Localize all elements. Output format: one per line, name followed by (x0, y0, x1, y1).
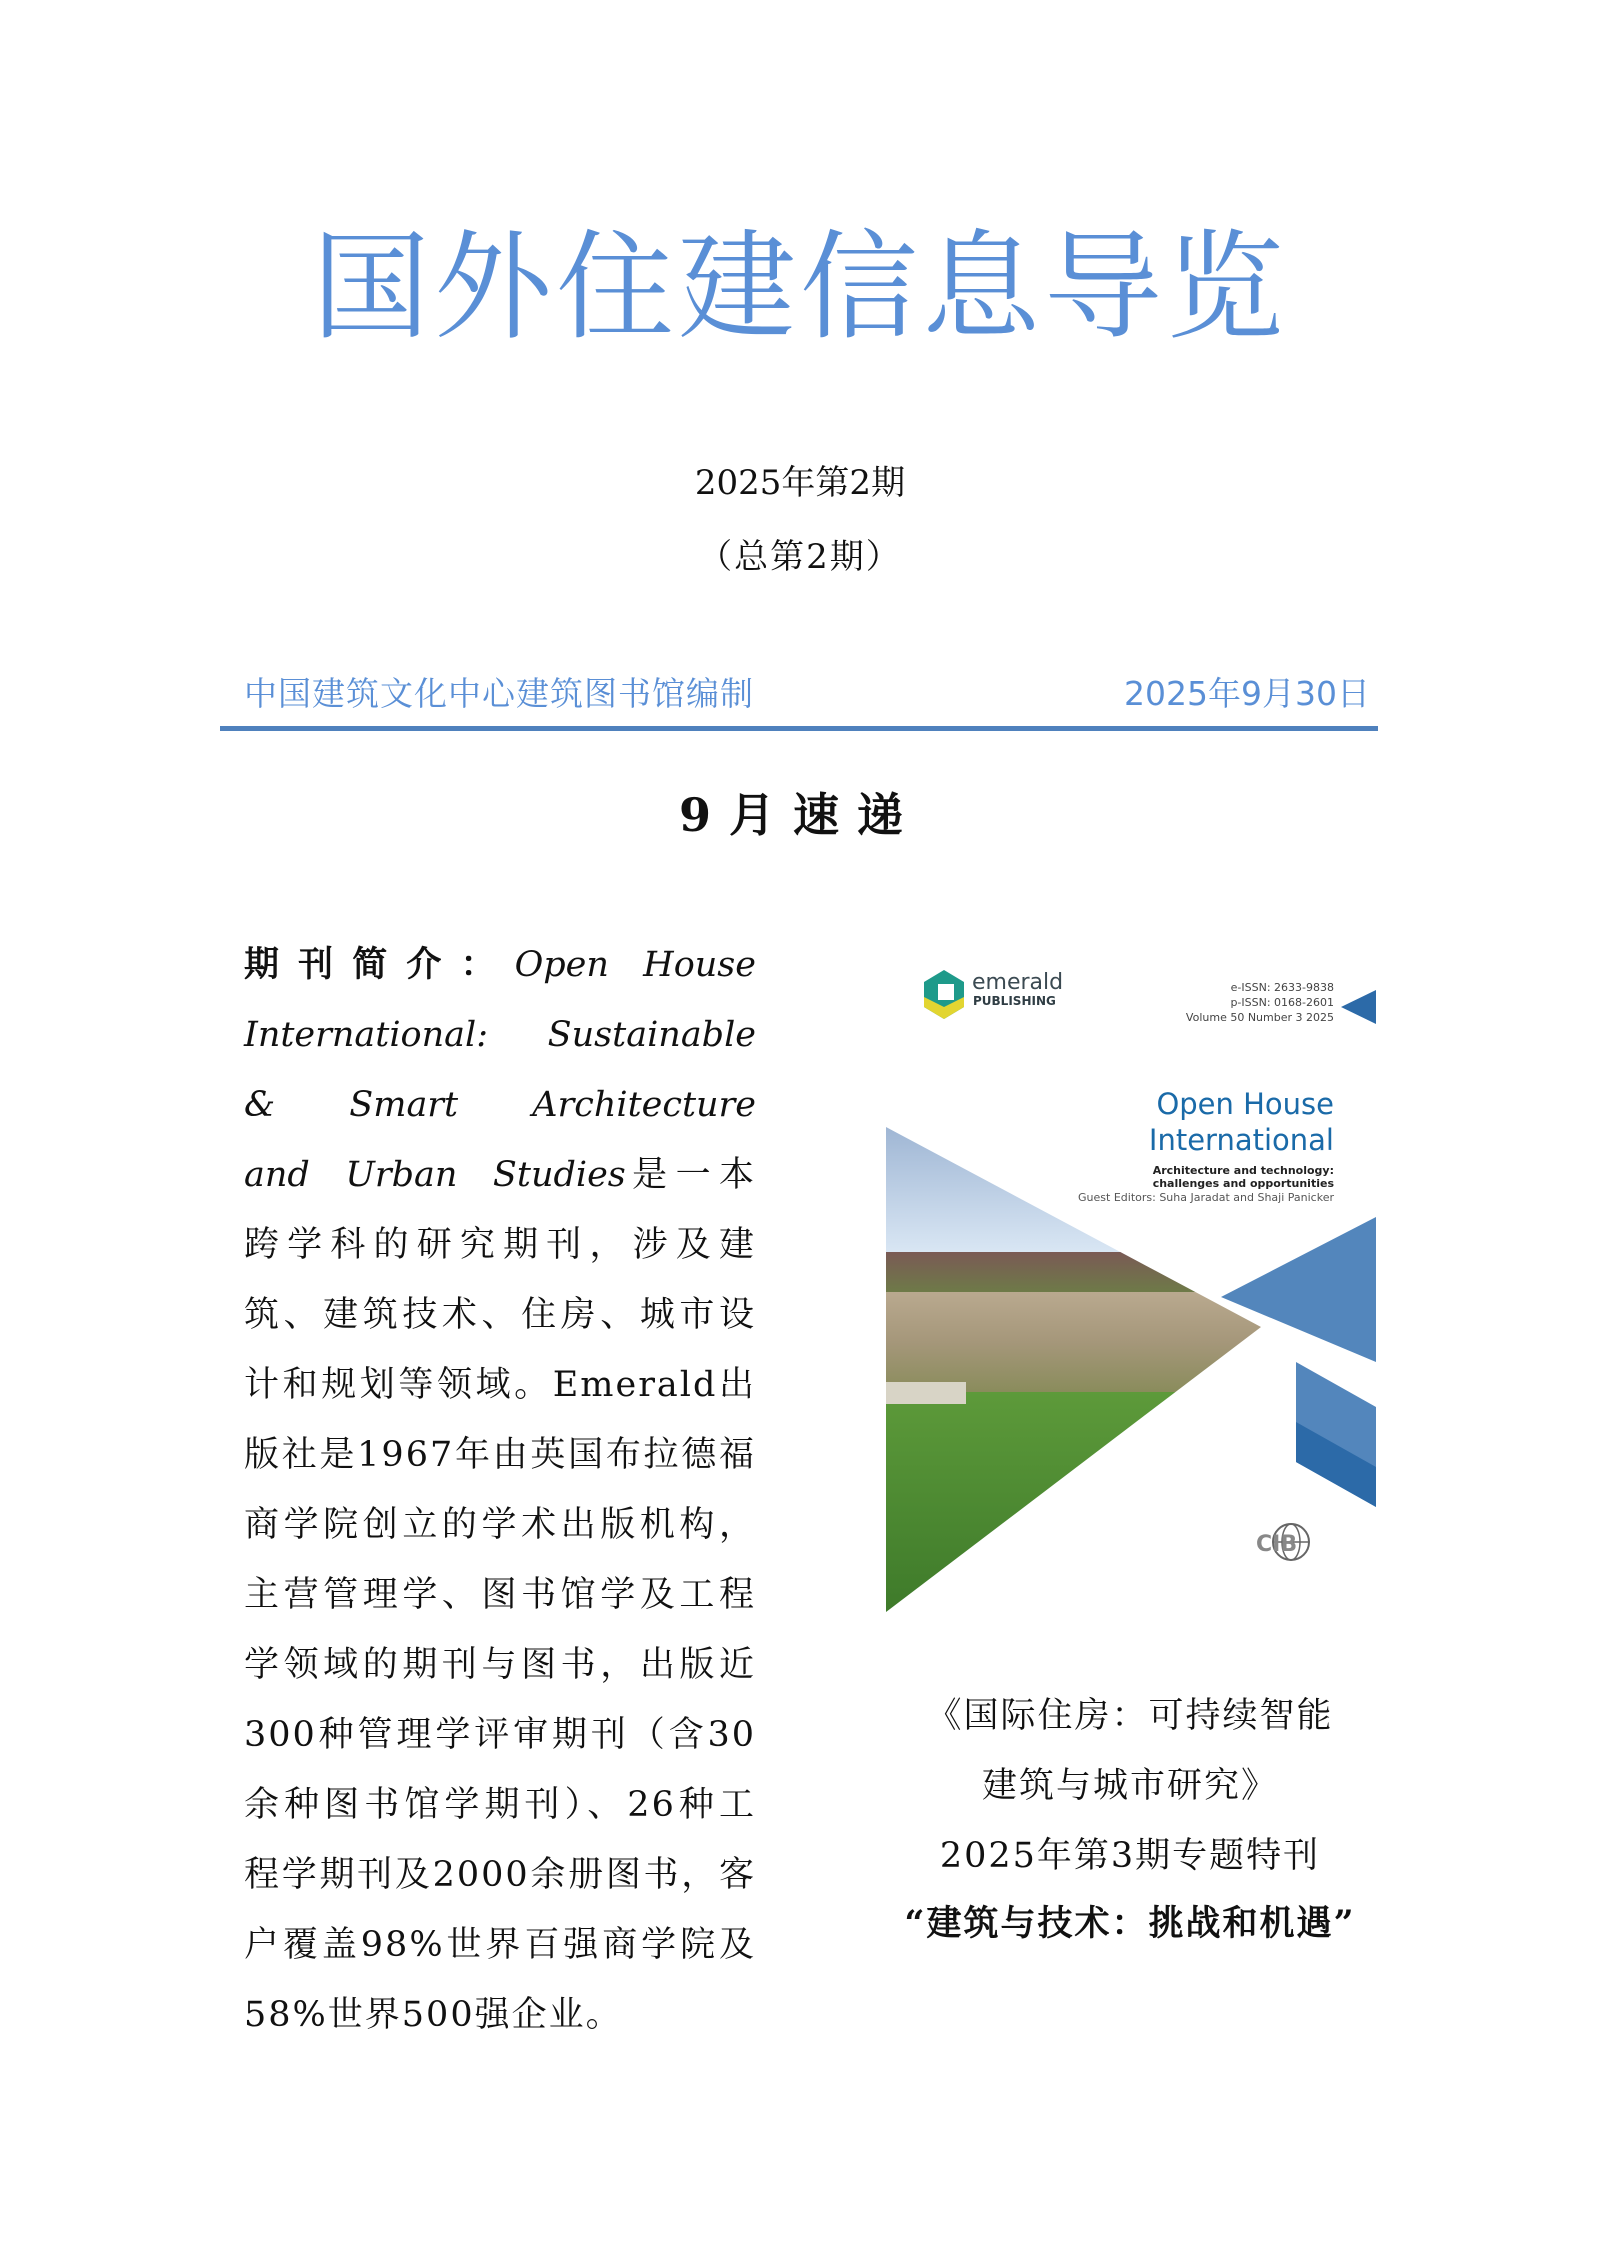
issue-number: 2025年第2期 (694, 463, 906, 503)
document-title: 国外住建信息导览 (311, 218, 1288, 356)
caption-line-2: 建筑与城市研究》 (981, 1766, 1278, 1806)
emerald-publishing-logo: emerald PUBLISHING (972, 970, 1064, 1008)
journal-intro-paragraph (244, 930, 756, 2050)
intro-lead: 期刊简介： (244, 944, 515, 985)
compiler-organization: 中国建筑文化中心建筑图书馆编制 (244, 674, 754, 713)
issue-total: （总第2期） (698, 537, 902, 577)
cover-journal-title: Open House International (1148, 1087, 1334, 1157)
section-title: 9月速递 (678, 788, 921, 842)
cover-artwork (886, 952, 1376, 1612)
publish-date: 2025年9月30日 (1124, 674, 1370, 713)
cover-issn-block: e-ISSN: 2633-9838 p-ISSN: 0168-2601 Volume 50 Number 3 2025 (1185, 981, 1334, 1024)
caption-line-1: 《国际住房：可持续智能 (926, 1696, 1334, 1736)
cib-logo: CIB (1256, 1532, 1298, 1557)
caption-special-issue-title: “建筑与技术：挑战和机遇” (904, 1903, 1356, 1944)
journal-cover-image (886, 952, 1376, 1612)
caption-line-3: 2025年第3期专题特刊 (939, 1836, 1321, 1876)
journal-name: Open House International: Sustainable & Smart Architecture and Urban Studies (244, 945, 756, 1195)
header-divider (220, 726, 1378, 731)
cover-subtitle: Architecture and technology: challenges and opportunities (1152, 1164, 1334, 1190)
intro-text: 是一本跨学科的研究期刊，涉及建筑、建筑技术、住房、城市设计和规划等领域。Emerald出版社是1967年由英国布拉德福商学院创立的学术出版机构，主营管理学、图书馆学及工程学领域的期刊与图书，出版近300种管理学评审期刊（含30余种图书馆学期刊）、26种工程学期刊及2000余册图书，客户覆盖98%世界百强商学院及58%世界500强企业。 (244, 1155, 756, 2035)
cover-guest-editors: Guest Editors: Suha Jaradat and Shaji Panicker (1078, 1191, 1334, 1204)
